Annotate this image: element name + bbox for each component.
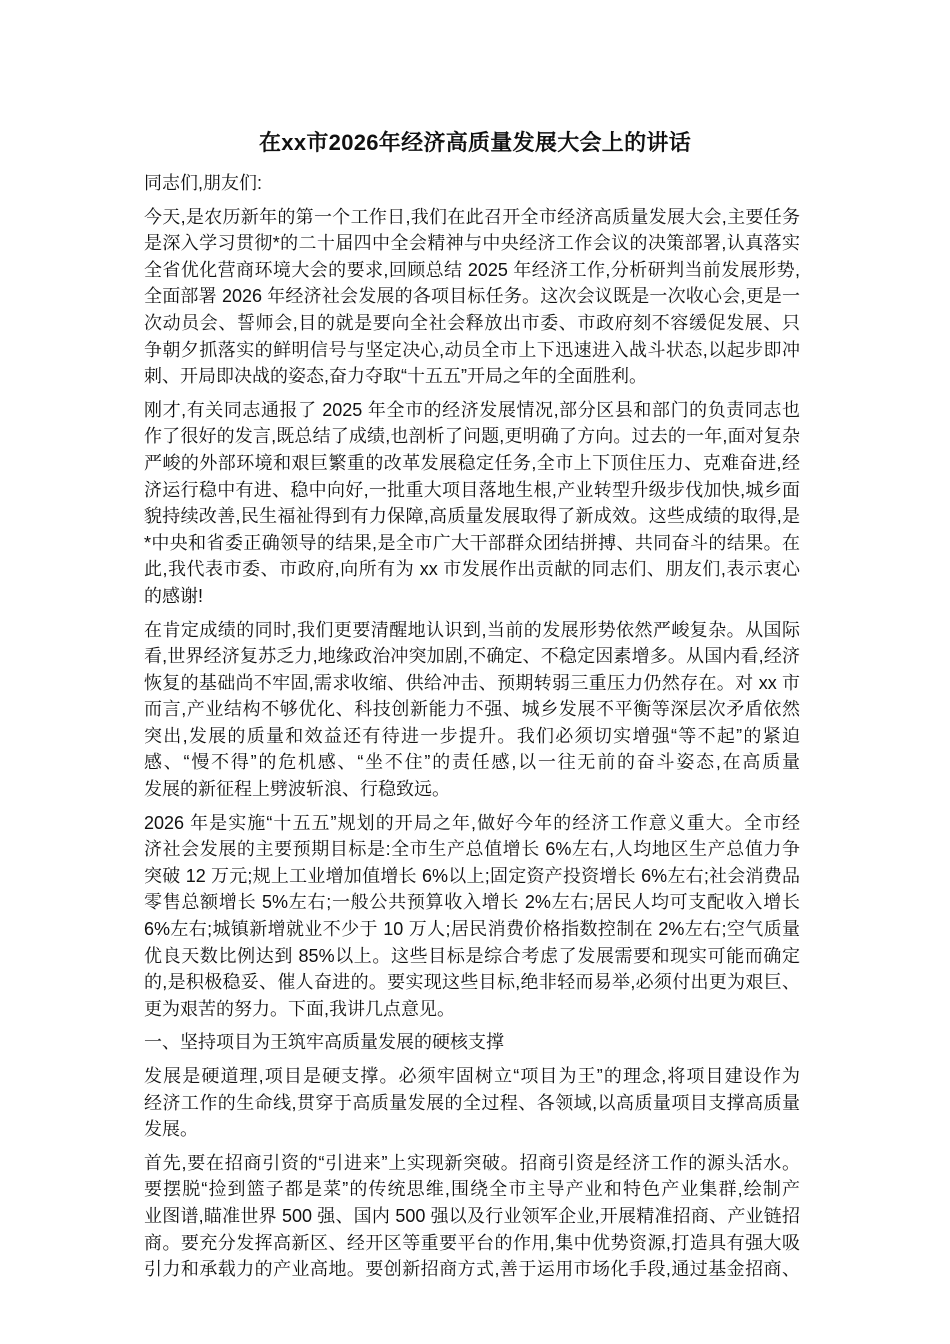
text-line: 的,是积极稳妥、催人奋进的。要实现这些目标,绝非轻而易举,必须付出更为艰巨、 — [144, 972, 800, 993]
text-line: 6%左右;城镇新增就业不少于 10 万人;居民消费价格指数控制在 2%左右;空气质量 — [144, 919, 800, 940]
text-line: 今天,是农历新年的第一个工作日,我们在此召开全市经济高质量发展大会,主要任务 — [144, 206, 800, 227]
text-line: 商。要充分发挥高新区、经开区等重要平台的作用,集中优势资源,打造具有强大吸 — [144, 1232, 800, 1253]
text-line: 是深入学习贯彻*的二十届四中全会精神与中央经济工作会议的决策部署,认真落实 — [144, 233, 800, 254]
text-line: 全面部署 2026 年经济社会发展的各项目标任务。这次会议既是一次收心会,更是一 — [144, 286, 800, 307]
text-line: 一、坚持项目为王筑牢高质量发展的硬核支撑 — [144, 1032, 504, 1053]
text-line: 优良天数比例达到 85%以上。这些目标是综合考虑了发展需要和现实可能而确定 — [144, 945, 800, 966]
text-line: 此,我代表市委、市政府,向所有为 xx 市发展作出贡献的同志们、朋友们,表示衷心 — [144, 559, 800, 580]
text-line: 更为艰苦的努力。下面,我讲几点意见。 — [144, 998, 455, 1019]
text-line: 济社会发展的主要预期目标是:全市生产总值增长 6%左右,人均地区生产总值力争 — [144, 839, 800, 860]
paragraph — [144, 1063, 800, 1143]
paragraph — [144, 204, 800, 390]
document-body — [144, 170, 800, 1290]
text-line: 刺、开局即决战的姿态,奋力夺取“十五五”开局之年的全面胜利。 — [144, 366, 647, 387]
text-line: 严峻的外部环境和艰巨繁重的改革发展稳定任务,全市上下顶住压力、克难奋进,经 — [144, 452, 800, 473]
text-line: 发展。 — [144, 1119, 198, 1140]
text-line: 恢复的基础尚不牢固,需求收缩、供给冲击、预期转弱三重压力仍然存在。对 xx 市 — [144, 672, 800, 693]
text-line: 看,世界经济复苏乏力,地缘政治冲突加剧,不确定、不稳定因素增多。从国内看,经济 — [144, 646, 800, 667]
text-line: 全省优化营商环境大会的要求,回顾总结 2025 年经济工作,分析研判当前发展形势, — [144, 259, 800, 280]
text-line: 要摆脱“捡到篮子都是菜”的传统思维,围绕全市主导产业和特色产业集群,绘制产 — [144, 1179, 800, 1200]
text-line: 济运行稳中有进、稳中向好,一批重大项目落地生根,产业转型升级步伐加快,城乡面 — [144, 479, 800, 500]
text-line: 发展是硬道理,项目是硬支撑。必须牢固树立“项目为王”的理念,将项目建设作为 — [144, 1066, 800, 1086]
paragraph — [144, 617, 800, 803]
text-line: 感、“慢不得”的危机感、“坐不住”的责任感,以一往无前的奋斗姿态,在高质量 — [144, 752, 800, 773]
text-line: 发展的新征程上劈波斩浪、行稳致远。 — [144, 779, 450, 800]
text-line: 经济工作的生命线,贯穿于高质量发展的全过程、各领域,以高质量项目支撑高质量 — [144, 1092, 800, 1113]
text-line: *中央和省委正确领导的结果,是全市广大干部群众团结拼搏、共同奋斗的结果。在 — [144, 532, 800, 553]
text-line: 2026 年是实施“十五五”规划的开局之年,做好今年的经济工作意义重大。全市经 — [144, 812, 800, 833]
text-line: 突破 12 万元;规上工业增加值增长 6%以上;固定资产投资增长 6%左右;社会消费品 — [144, 865, 800, 886]
text-line: 作了很好的发言,既总结了成绩,也剖析了问题,更明确了方向。过去的一年,面对复杂 — [144, 426, 800, 447]
text-line: 貌持续改善,民生福祉得到有力保障,高质量发展取得了新成效。这些成绩的取得,是 — [144, 506, 800, 527]
paragraph — [144, 1150, 800, 1283]
text-line: 零售总额增长 5%左右;一般公共预算收入增长 2%左右;居民人均可支配收入增长 — [144, 892, 800, 913]
paragraph — [144, 810, 800, 1023]
text-line: 引力和承载力的产业高地。要创新招商方式,善于运用市场化手段,通过基金招商、 — [144, 1259, 800, 1280]
text-line: 次动员会、誓师会,目的就是要向全社会释放出市委、市政府刻不容缓促发展、只 — [144, 312, 800, 333]
text-line: 的感谢! — [144, 585, 204, 606]
text-line: 同志们,朋友们: — [144, 173, 263, 193]
text-line: 而言,产业结构不够优化、科技创新能力不强、城乡发展不平衡等深层次矛盾依然 — [144, 699, 800, 720]
paragraph — [144, 397, 800, 610]
text-line: 突出,发展的质量和效益还有待进一步提升。我们必须切实增强“等不起”的紧迫 — [144, 725, 800, 746]
text-line: 在肯定成绩的同时,我们更要清醒地认识到,当前的发展形势依然严峻复杂。从国际 — [144, 619, 800, 640]
document-title: 在xx市2026年经济高质量发展大会上的讲话 — [258, 130, 691, 155]
text-line: 争朝夕抓落实的鲜明信号与坚定决心,动员全市上下迅速进入战斗状态,以起步即冲 — [144, 339, 800, 360]
text-line: 业图谱,瞄准世界 500 强、国内 500 强以及行业领军企业,开展精准招商、产业链招 — [144, 1205, 800, 1226]
text-line: 刚才,有关同志通报了 2025 年全市的经济发展情况,部分区县和部门的负责同志也 — [144, 399, 800, 420]
text-line: 首先,要在招商引资的“引进来”上实现新突破。招商引资是经济工作的源头活水。 — [144, 1152, 800, 1173]
section-heading — [144, 1029, 800, 1056]
greeting — [144, 170, 800, 197]
